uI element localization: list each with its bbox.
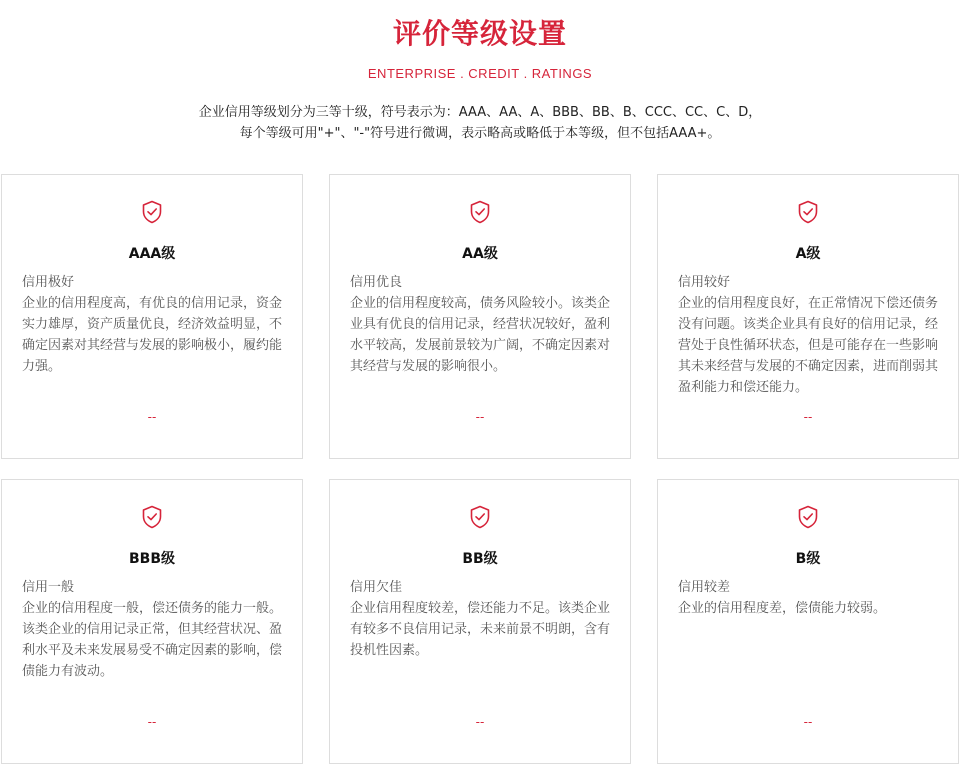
card-status: 信用一般: [22, 580, 75, 595]
card-footer-dash: --: [475, 715, 485, 729]
card-grade: BBB级: [128, 551, 175, 567]
card-footer-dash: --: [147, 410, 157, 424]
rating-card-aaa: [1, 174, 303, 459]
card-description: 企业的信用程度高，有优良的信用记录，资金实力雄厚，资产质量优良，经济效益明显，不确定因素对其经营与发展的影响极小，履约能力强。: [22, 296, 283, 374]
card-status: 信用较差: [678, 580, 731, 595]
rating-card-bbb: [1, 479, 303, 764]
card-grade: AAA级: [128, 246, 176, 262]
shield-check-icon: [2, 505, 302, 529]
card-description: 企业的信用程度较高，债务风险较小。该类企业具有优良的信用记录，经营状况较好，盈利水平较高，发展前景较为广阔，不确定因素对其经营与发展的影响很小。: [350, 296, 611, 374]
card-body: [678, 577, 940, 619]
card-body: [678, 272, 940, 398]
card-description: 企业信用程度较差，偿还能力不足。该类企业有较多不良信用记录，未来前景不明朗，含有投机性因素。: [350, 601, 611, 658]
card-status: 信用极好: [22, 275, 75, 290]
card-footer-dash: --: [803, 715, 813, 729]
card-grade: A级: [795, 246, 821, 262]
rating-card-a: [657, 174, 959, 459]
shield-check-icon: [2, 200, 302, 224]
card-description: 企业的信用程度差，偿债能力较弱。: [678, 601, 887, 616]
shield-check-icon: [330, 505, 630, 529]
shield-check-icon: [658, 505, 958, 529]
card-footer-dash: --: [147, 715, 157, 729]
card-description: 企业的信用程度一般，偿还债务的能力一般。该类企业的信用记录正常，但其经营状况、盈利水平及未来发展易受不确定因素的影响，偿债能力有波动。: [22, 601, 283, 679]
rating-card-bb: [329, 479, 631, 764]
card-description: 企业的信用程度良好，在正常情况下偿还债务没有问题。该类企业具有良好的信用记录，经营处于良性循环状态，但是可能存在一些影响其未来经营与发展的不确定因素，进而削弱其盈利能力和偿还能力。: [678, 296, 939, 395]
rating-card-b: [657, 479, 959, 764]
shield-check-icon: [658, 200, 958, 224]
rating-description-line: 每个等级可用"+"、"-"符号进行微调，表示略高或略低于本等级，但不包括AAA+。: [239, 126, 721, 141]
card-footer-dash: --: [803, 410, 813, 424]
card-grade: BB级: [462, 551, 498, 567]
card-body: [22, 272, 284, 377]
rating-card-aa: [329, 174, 631, 459]
card-status: 信用欠佳: [350, 580, 403, 595]
card-status: 信用较好: [678, 275, 731, 290]
page-title: 评价等级设置: [392, 17, 567, 50]
card-body: [22, 577, 284, 682]
rating-description: [0, 102, 960, 144]
page-subtitle: ENTERPRISE . CREDIT . RATINGS: [367, 66, 593, 81]
card-body: [350, 272, 612, 377]
shield-check-icon: [330, 200, 630, 224]
card-grade: B级: [795, 551, 821, 567]
card-body: [350, 577, 612, 661]
rating-description-line: 企业信用等级划分为三等十级，符号表示为：AAA、AA、A、BBB、BB、B、CCC、CC、C、D，: [198, 105, 762, 120]
card-grade: AA级: [462, 246, 498, 262]
card-status: 信用优良: [350, 275, 403, 290]
card-footer-dash: --: [475, 410, 485, 424]
